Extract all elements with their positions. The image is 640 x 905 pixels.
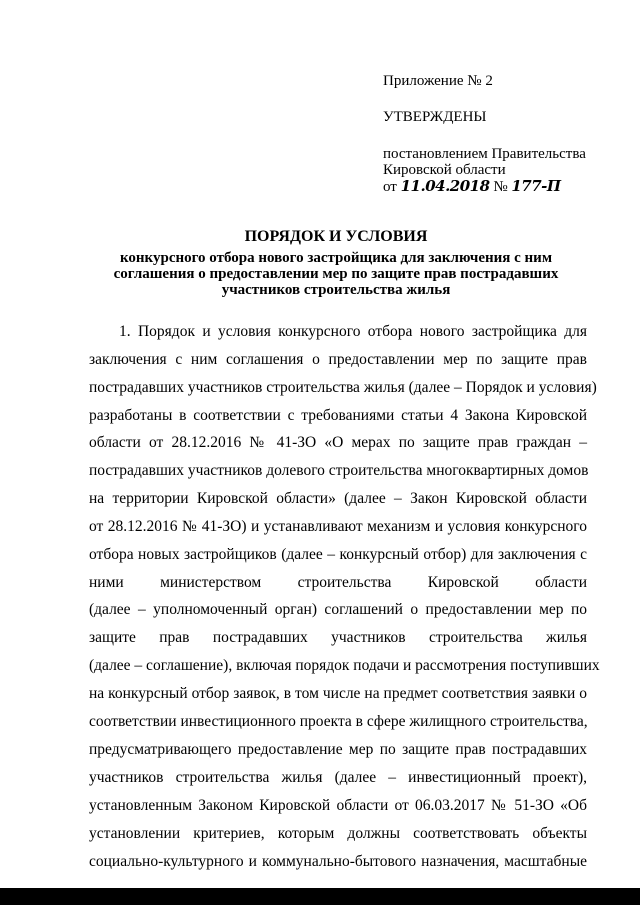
body-line: заключения с ним соглашения о предоставлении мер по защите прав xyxy=(89,351,587,368)
body-line: на конкурсный отбор заявок, в том числе на предмет соответствия заявки о xyxy=(89,685,587,702)
document-title: ПОРЯДОК И УСЛОВИЯ xyxy=(244,228,428,245)
body-line: участников строительства жилья (далее – инвестиционный проект), xyxy=(89,769,587,786)
body-line: соответствии инвестиционного проекта в сфере жилищного строительства, xyxy=(89,713,588,730)
appendix-number: Приложение № 2 xyxy=(383,73,493,89)
body-line: (далее – уполномоченный орган) соглашений о предоставлении мер по xyxy=(89,601,587,618)
subtitle-line-3: участников строительства жилья xyxy=(221,282,451,298)
body-line: 1. Порядок и условия конкурсного отбора нового застройщика для xyxy=(119,323,587,340)
resolution-date-line xyxy=(383,177,561,196)
handwritten-date: 11.04.2018 xyxy=(400,177,490,195)
body-line: пострадавших участников долевого строительства многоквартирных домов xyxy=(89,462,589,479)
body-line: на территории Кировской области» (далее – Закон Кировской области xyxy=(89,490,587,507)
resolution-line-1: постановлением Правительства xyxy=(383,146,586,162)
handwritten-number: 177-П xyxy=(511,177,561,195)
body-line: от 28.12.2016 № 41-ЗО) и устанавливают механизм и условия конкурсного xyxy=(89,518,587,535)
body-line: предусматривающего предоставление мер по защите прав пострадавших xyxy=(89,741,587,758)
date-prefix: от xyxy=(383,179,397,195)
body-line: пострадавших участников строительства жилья (далее – Порядок и условия) xyxy=(89,379,597,396)
body-line: социально-культурного и коммунально-бытового назначения, масштабные xyxy=(89,853,587,870)
number-sign: № xyxy=(493,179,508,195)
body-line: установлении критериев, которым должны соответствовать объекты xyxy=(89,825,587,842)
scan-bottom-border xyxy=(0,888,640,905)
body-line: отбора новых застройщиков (далее – конкурсный отбор) для заключения с xyxy=(89,546,587,563)
body-line: ними министерством строительства Кировской области xyxy=(89,574,587,591)
subtitle-line-1: конкурсного отбора нового застройщика для заключения с ним xyxy=(119,250,553,266)
body-line: (далее – соглашение), включая порядок подачи и рассмотрения поступивших xyxy=(89,657,600,674)
body-line: области от 28.12.2016 № 41-ЗО «О мерах по защите прав граждан – xyxy=(89,434,587,451)
body-line: разработаны в соответствии с требованиями статьи 4 Закона Кировской xyxy=(89,407,587,424)
body-line: установленным Законом Кировской области от 06.03.2017 № 51-ЗО «Об xyxy=(89,797,587,814)
subtitle-line-2: соглашения о предоставлении мер по защите прав пострадавших xyxy=(113,266,559,282)
body-line: защите прав пострадавших участников строительства жилья xyxy=(89,629,587,646)
resolution-line-2: Кировской области xyxy=(383,162,506,178)
approved-stamp-text: УТВЕРЖДЕНЫ xyxy=(383,109,487,125)
